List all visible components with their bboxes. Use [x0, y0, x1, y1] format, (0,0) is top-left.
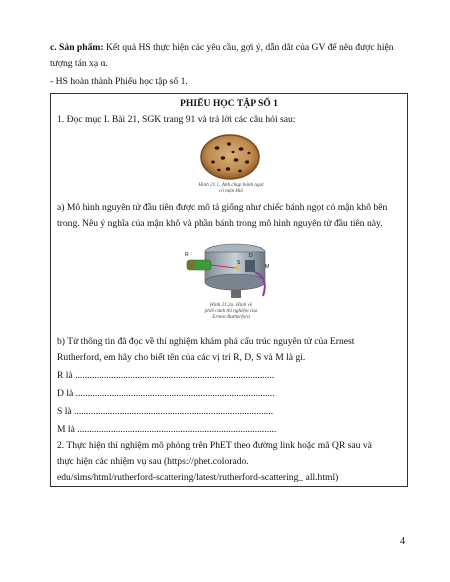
question-a-line-2: trong. Nêu ý nghĩa của mận khô và phần bánh trong mô hình nguyên tử đầu tiên này. — [57, 218, 383, 229]
worksheet-title: PHIẾU HỌC TẬP SỐ 1 — [180, 98, 278, 109]
question-2-line-3: edu/sims/html/rutherford-scattering/latest/rutherford-scattering_ all.html) — [57, 472, 339, 483]
rutherford-apparatus-image — [183, 238, 277, 300]
figure-1-caption-line-2: có mận khô — [219, 188, 243, 194]
page-number: 4 — [400, 536, 405, 547]
question-b-line-1: b) Từ thông tin đã đọc về thí nghiệm khám phá cấu trúc nguyên tử của Ernest — [57, 336, 355, 347]
question-a-line-1: a) Mô hình nguyên tử đầu tiên được mô tả giống như chiếc bánh ngọt có mận khô bên — [57, 202, 388, 213]
figure-2-caption-line-1: Hình 21.2a. Hình vẽ — [209, 302, 253, 308]
question-2-line-1: 2. Thực hiện thí nghiệm mô phỏng trên PhET theo đường link hoặc mã QR sau và — [57, 440, 372, 451]
product-text: Kết quả HS thực hiện các yêu cầu, gợi ý, dẫn dắt của GV để nêu được hiện — [103, 42, 394, 53]
answer-s: S là ................................................................................... — [57, 406, 274, 417]
figure-1-caption-line-1: Hình 21.1. Ảnh chụp bánh ngọt — [198, 182, 264, 188]
apparatus-label-s: S — [237, 260, 241, 266]
apparatus-label-r: R — [185, 252, 189, 258]
completion-line: - HS hoàn thành Phiếu học tập số 1. — [50, 76, 188, 87]
apparatus-label-m: M — [265, 264, 270, 270]
answer-m: M là ................................................................................... — [57, 424, 277, 435]
answer-d: D là ................................................................................... — [57, 388, 275, 399]
answer-r: R là ................................................................................... — [57, 370, 275, 381]
product-line — [50, 42, 394, 54]
worksheet-box — [50, 93, 408, 487]
product-line-continued: tượng tán xạ α. — [50, 58, 108, 69]
apparatus-label-d: D — [249, 253, 253, 259]
figure-2-caption-line-3: Ernest Rutherford — [212, 314, 250, 320]
question-b-line-2: Rutherford, em hãy cho biết tên của các vị trí R, D, S và M là gì. — [57, 352, 306, 363]
figure-2-caption-line-2: phối cảnh thí nghiệm của — [204, 308, 258, 314]
question-1: 1. Đọc mục I. Bài 21, SGK trang 91 và trả lời các câu hỏi sau: — [57, 114, 296, 125]
cake-image — [199, 132, 261, 180]
product-label: c. Sản phẩm: — [50, 42, 104, 53]
question-2-line-2: thực hiện các nhiệm vụ sau (https://phet.colorado. — [57, 456, 249, 467]
